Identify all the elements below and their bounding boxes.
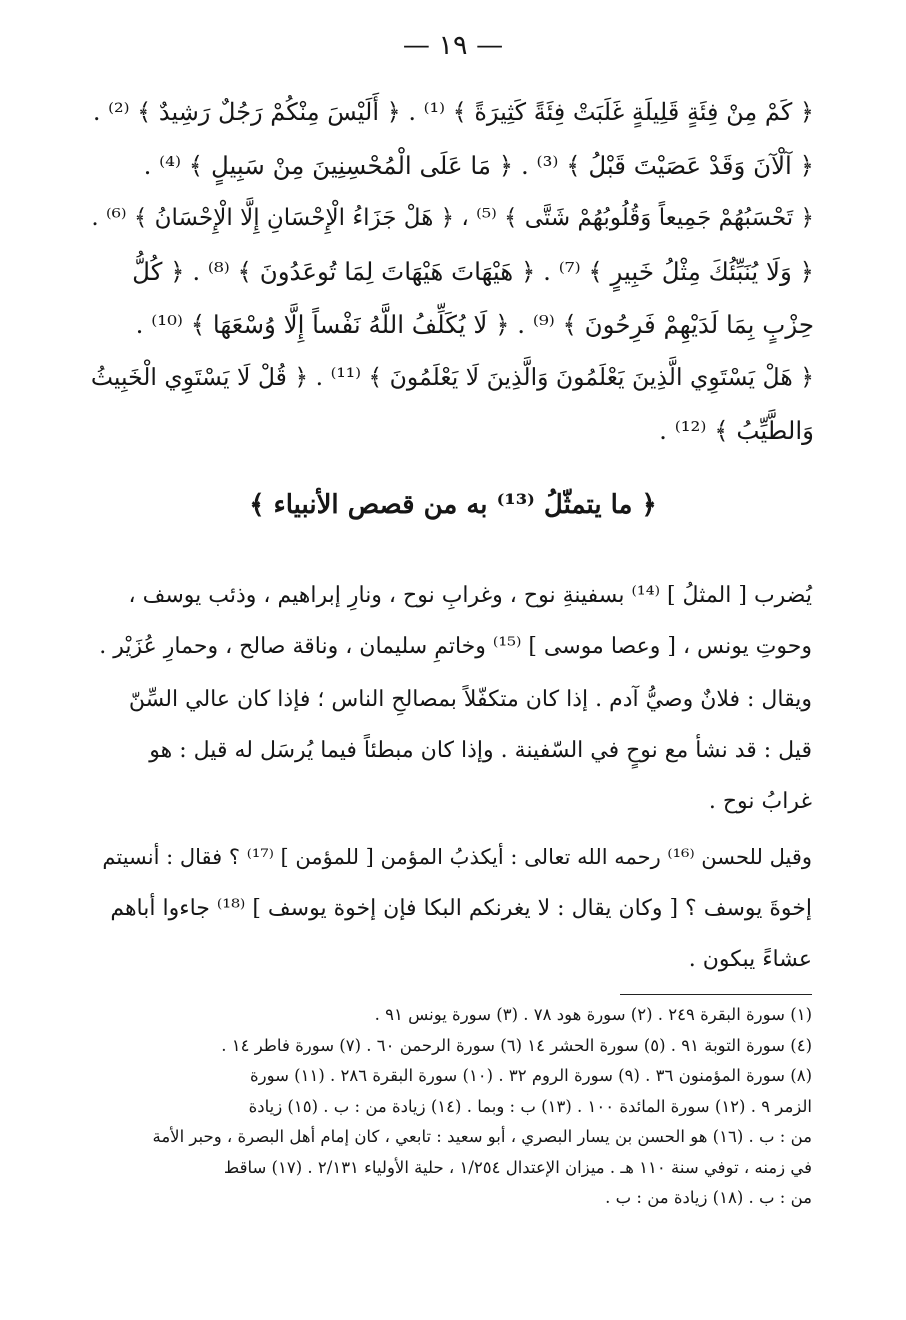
- verse-line: ﴿ آلْآنَ وَقَدْ عَصَيْتَ قَبْلُ ﴾ ⁽³⁾ . ﴿ مَا عَلَى الْمُحْسِنِينَ مِنْ سَبِيلٍ ﴾ ⁽⁴⁾ .: [143, 151, 814, 180]
- paragraph-hasan: [90, 832, 812, 985]
- paragraph-line: غرابُ نوح .: [708, 789, 812, 814]
- verse-line: ﴿ وَلَا يُنَبِّئُكَ مِثْلُ خَبِيرٍ ﴾ ⁽⁷⁾ . ﴿ هَيْهَاتَ هَيْهَاتَ لِمَا تُوعَدُونَ ﴾ ⁽⁸⁾ . ﴿ كُلُّ: [132, 257, 814, 286]
- footnote-line: من : ب . (١٦) هو الحسن بن يسار البصري ، أبو سعيد : تابعي ، كان إمام أهل البصرة ، وحبر الأمة: [152, 1127, 812, 1146]
- footnote-divider: [620, 994, 812, 995]
- footnotes-block: [90, 1000, 812, 1214]
- paragraph-line: ويقال : فلانٌ وصيُّ آدم . إذا كان متكفّلاً بمصالحِ الناس ؛ فإذا كان عالي السِّنّ: [128, 687, 812, 712]
- paragraph-line: إخوةَ يوسف ؟ [ وكان يقال : لا يغرنكم البكا فإن إخوة يوسف ] ⁽¹⁸⁾ جاءوا أباهم: [110, 896, 812, 921]
- paragraph-sayings: [90, 674, 812, 827]
- verse-line: ﴿ كَمْ مِنْ فِئَةٍ قَلِيلَةٍ غَلَبَتْ فِئَةً كَثِيرَةً ﴾ ⁽¹⁾ . ﴿ أَلَيْسَ مِنْكُمْ رَجُلٌ رَشِيدٌ ﴾ ⁽²⁾ .: [92, 98, 814, 126]
- section-heading: ﴿ ما يتمثّلُ ⁽¹³⁾ به من قصص الأنبياء ﴾: [249, 490, 657, 520]
- verse-line: ﴿ تَحْسَبُهُمْ جَمِيعاً وَقُلُوبُهُمْ شَتَّى ﴾ ⁽⁵⁾ ، ﴿ هَلْ جَزَاءُ الْإِحْسَانِ إِلَّا الْإِحْسَانُ ﴾ ⁽⁶⁾ .: [91, 205, 814, 231]
- paragraph-line: وحوتِ يونس ، [ وعصا موسى ] ⁽¹⁵⁾ وخاتمِ سليمان ، وناقة صالح ، وحمارِ عُزَيْر .: [99, 634, 812, 659]
- paragraph-line: قيل : قد نشأ مع نوحٍ في السّفينة . وإذا كان مبطئاً فيما يُرسَل له قيل : هو: [149, 738, 812, 763]
- footnote-line: (٨) سورة المؤمنون ٣٦ . (٩) سورة الروم ٣٢ . (١٠) سورة البقرة ٢٨٦ . (١١) سورة: [249, 1066, 812, 1085]
- paragraph-line: عشاءً يبكون .: [688, 947, 812, 972]
- paragraph-line: يُضرب [ المثلُ ] ⁽¹⁴⁾ بسفينةِ نوح ، وغرابِ نوح ، ونارِ إبراهيم ، وذئب يوسف ،: [128, 583, 812, 608]
- footnote-line: من : ب . (١٨) زيادة من : ب .: [605, 1188, 812, 1207]
- footnote-line: في زمنه ، توفي سنة ١١٠ هـ . ميزان الإعتدال ١/٢٥٤ ، حلية الأولياء ٢/١٣١ . (١٧) ساقط: [223, 1157, 812, 1177]
- footnote-line: (٤) سورة التوبة ٩١ . (٥) سورة الحشر ١٤ (٦) سورة الرحمن ٦٠ . (٧) سورة فاطر ١٤ .: [221, 1035, 812, 1055]
- footnote-line: الزمر ٩ . (١٢) سورة المائدة ١٠٠ . (١٣) ب : وبما . (١٤) زيادة من : ب . (١٥) زيادة: [248, 1096, 812, 1116]
- paragraph-line: وقيل للحسن ⁽¹⁶⁾ رحمه الله تعالى : أيكذبُ المؤمن [ للمؤمن ] ⁽¹⁷⁾ ؟ فقال : أنسيتم: [102, 845, 812, 869]
- quran-verses-block: [90, 86, 814, 457]
- footnote-line: (١) سورة البقرة ٢٤٩ . (٢) سورة هود ٧٨ . (٣) سورة يونس ٩١ .: [374, 1005, 812, 1024]
- page-number: — ١٩ —: [402, 30, 504, 61]
- verse-line: وَالطَّيِّبُ ﴾ ⁽¹²⁾ .: [659, 416, 814, 445]
- verse-line: حِزْبٍ بِمَا لَدَيْهِمْ فَرِحُونَ ﴾ ⁽⁹⁾ . ﴿ لَا يُكَلِّفُ اللَّهُ نَفْساً إِلَّا وُسْعَهَا ﴾ ⁽¹⁰⁾ .: [135, 310, 814, 339]
- paragraph-proverbs: [90, 570, 812, 672]
- verse-line: ﴿ هَلْ يَسْتَوِي الَّذِينَ يَعْلَمُونَ وَالَّذِينَ لَا يَعْلَمُونَ ﴾ ⁽¹¹⁾ . ﴿ قُلْ لَا يَسْتَوِي الْخَبِيثُ: [90, 363, 814, 391]
